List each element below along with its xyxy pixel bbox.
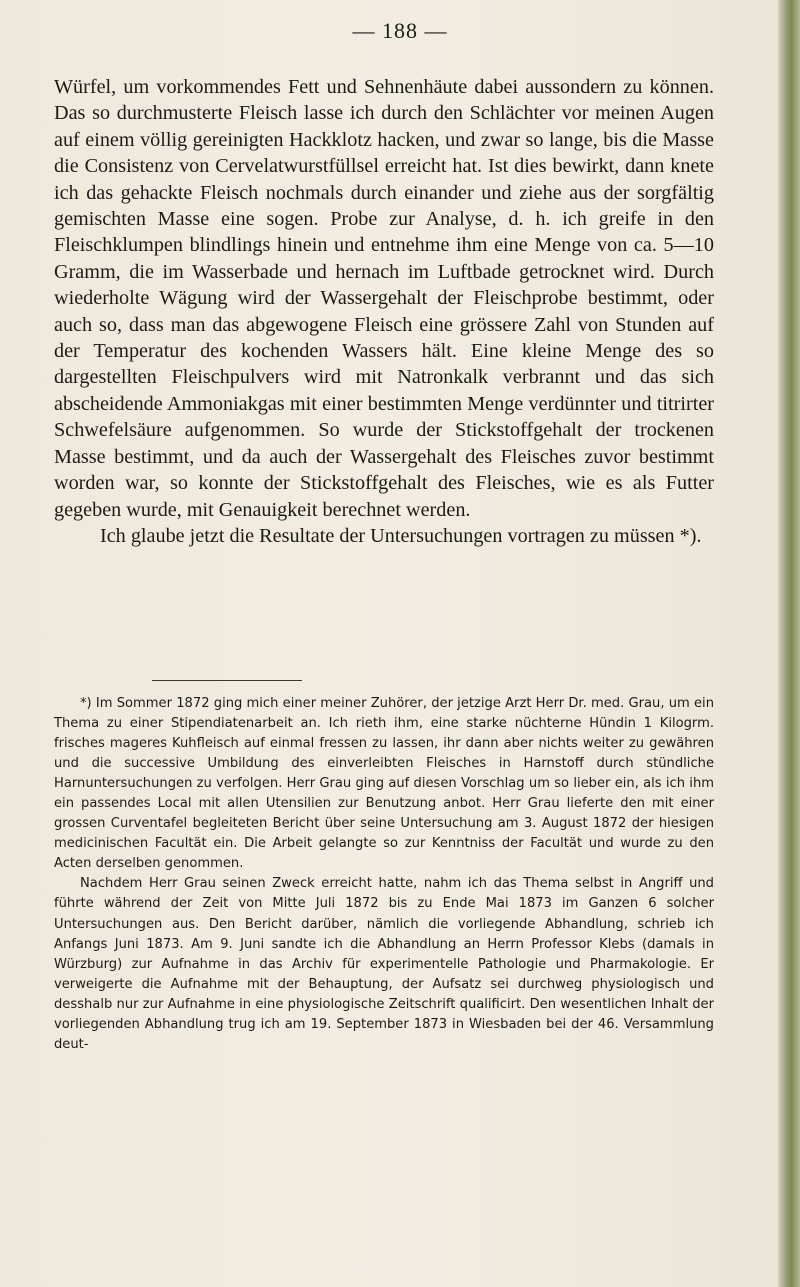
footnote-paragraph-2: Nachdem Herr Grau seinen Zweck erreicht hatte, nahm ich das Thema selbst in Angriff und führte während der Zeit von Mitte Juli 1872 bis zu Ende Mai 1873 im Ganzen 6 solcher Untersuchungen aus. Den Bericht darüber, nämlich die vorliegende Abhandlung, schrieb ich Anfangs Juni 1873. Am 9. Juni sandte ich die Abhandlung an Herrn Professor Klebs (damals in Würzburg) zur Aufnahme in das Archiv für experimentelle Pathologie und Pharmakologie. Er verweigerte die Aufnahme mit der Behauptung, der Aufsatz sei durchweg physiologisch und desshalb nur zur Aufnahme in eine physiologische Zeitschrift qualificirt. Den wesentlichen Inhalt der vorliegenden Abhandlung trug ich am 19. September 1873 in Wiesbaden bei der 46. Versammlung deut-	[54, 876, 714, 1052]
page-binding-edge	[778, 0, 800, 1287]
main-paragraph-1: Würfel, um vorkommendes Fett und Sehnenhäute dabei aussondern zu können. Das so durchmusterte Fleisch lasse ich durch den Schlächter vor meinen Augen auf einem völlig gereinigten Hackklotz hacken, und zwar so lange, bis die Masse die Consistenz von Cervelatwurstfüllsel erreicht hat. Ist dies bewirkt, dann knete ich das gehackte Fleisch nochmals durch einander und ziehe aus der sorgfältig gemischten Masse eine sogen. Probe zur Analyse, d. h. ich greife in den Fleischklumpen blindlings hinein und entnehme ihm eine Menge von ca. 5—10 Gramm, die im Wasserbade und hernach im Luftbade getrocknet wird. Durch wiederholte Wägung wird der Wassergehalt der Fleischprobe bestimmt, oder auch so, dass man das abgewogene Fleisch eine grössere Zahl von Stunden auf der Temperatur des kochenden Wassers hält. Eine kleine Menge des so dargestellten Fleischpulvers wird mit Natronkalk verbrannt und das sich abscheidende Ammoniakgas mit einer bestimmten Menge verdünnter und titrirter Schwefelsäure aufgenommen. So wurde der Stickstoffgehalt der trockenen Masse bestimmt, und da auch der Wassergehalt des Fleisches zuvor bestimmt worden war, so konnte der Stickstoffgehalt des Fleisches, wie es als Futter gegeben wurde, mit Genauigkeit berechnet werden.	[54, 76, 714, 521]
footnotes-block	[54, 694, 714, 1055]
footnote-separator-rule	[152, 680, 302, 681]
main-paragraph-2: Ich glaube jetzt die Resultate der Untersuchungen vortragen zu müssen *).	[100, 524, 702, 547]
main-text-body	[54, 74, 714, 549]
page-number: — 188 —	[352, 18, 448, 43]
footnote-paragraph-1: *) Im Sommer 1872 ging mich einer meiner Zuhörer, der jetzige Arzt Herr Dr. med. Grau, um ein Thema zu einer Stipendiatenarbeit an. Ich rieth ihm, eine starke nüchterne Hündin 1 Kilogrm. frisches mageres Kuhfleisch auf einmal fressen zu lassen, ihr dann aber nichts weiter zu gewähren und die successive Umbildung des einverleibten Fleisches in Harnstoff durch stündliche Harnuntersuchungen zu verfolgen. Herr Grau ging auf diesen Vorschlag um so lieber ein, als ich ihm ein passendes Local mit allen Utensilien zur Benutzung anbot. Herr Grau lieferte den mit einer grossen Curventafel begleiteten Bericht über seine Untersuchung am 3. August 1872 der hiesigen medicinischen Facultät ein. Die Arbeit gelangte so zur Kenntniss der Facultät und wurde zu den Acten derselben genommen.	[54, 696, 714, 872]
